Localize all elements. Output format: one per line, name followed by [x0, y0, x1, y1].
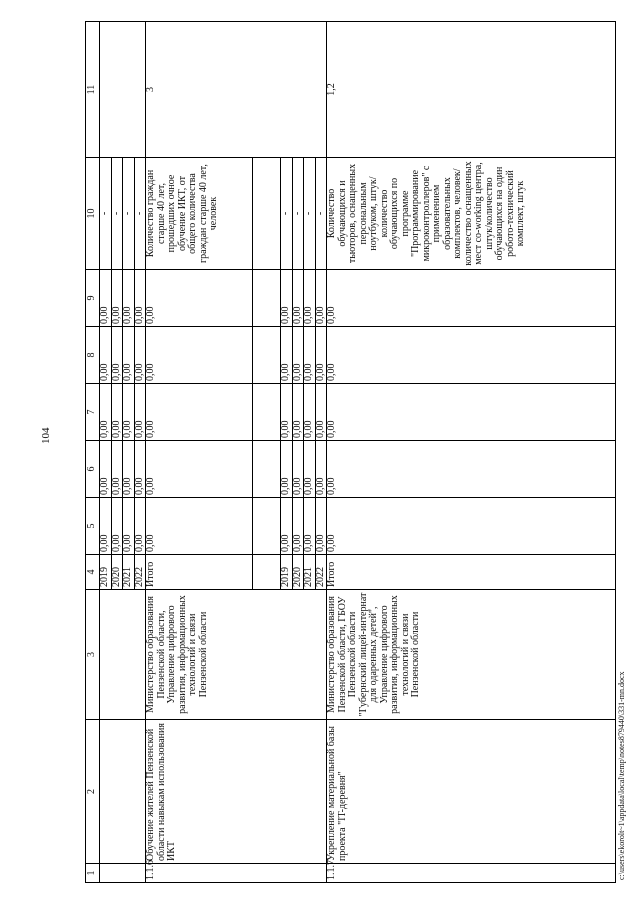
indicator-cell: - — [315, 158, 327, 270]
row-number: 1.1.6 — [146, 864, 327, 883]
value-cell: 0,00 — [292, 270, 304, 327]
value-cell: 0,00 — [146, 384, 253, 441]
value-cell: 0,00 — [134, 498, 146, 555]
value-cell: 0,00 — [146, 498, 253, 555]
value-cell: 0,00 — [327, 498, 616, 555]
year-cell: 2021 — [123, 555, 135, 590]
header-cell: 7 — [86, 384, 100, 441]
table-row-1-1-7 — [327, 22, 616, 883]
year-cell: 2022 — [134, 555, 146, 590]
year-cell: 2019 — [100, 555, 112, 590]
value-cell: 0,00 — [281, 327, 293, 384]
value-cell: 0,00 — [123, 270, 135, 327]
value-cell: 0,00 — [304, 384, 316, 441]
value-cell: 0,00 — [134, 441, 146, 498]
value-cell: 0,00 — [100, 498, 112, 555]
value-cell: 0,00 — [111, 498, 123, 555]
total-label: Итого — [327, 555, 616, 590]
value-cell: 0,00 — [304, 498, 316, 555]
value-cell: 0,00 — [315, 498, 327, 555]
value-cell: 0,00 — [134, 327, 146, 384]
executor: Министерство образования Пензенской области, Управление цифрового развития, информационных технологий и связи Пензенской области — [146, 590, 327, 720]
header-cell: 5 — [86, 498, 100, 555]
value-cell: 0,00 — [134, 270, 146, 327]
value-cell: 0,00 — [315, 270, 327, 327]
value-cell: 0,00 — [304, 270, 316, 327]
value-cell: 0,00 — [111, 327, 123, 384]
indicator-cell: - — [111, 158, 123, 270]
program-table — [85, 21, 616, 883]
rotated-table-container — [85, 22, 616, 883]
value-cell: 0,00 — [304, 327, 316, 384]
year-cell: 2021 — [304, 555, 316, 590]
value-cell: 0,00 — [111, 270, 123, 327]
value-cell: 0,00 — [281, 441, 293, 498]
value-cell: 0,00 — [146, 270, 253, 327]
value-cell: 0,00 — [281, 384, 293, 441]
header-cell: 10 — [86, 158, 100, 270]
table-row — [100, 22, 112, 883]
table-row-1-1-6 — [146, 22, 253, 883]
value-cell: 0,00 — [111, 441, 123, 498]
value-cell: 0,00 — [315, 327, 327, 384]
value-cell: 0,00 — [146, 327, 253, 384]
header-cell: 9 — [86, 270, 100, 327]
indicator-cell: - — [304, 158, 316, 270]
footer-file-path: c:\users\ekorolt~1\appdata\local\temp\notes879440\331-mn.docx — [617, 671, 626, 880]
indicator-cell: - — [292, 158, 304, 270]
value-cell: 0,00 — [304, 441, 316, 498]
value-cell: 0,00 — [100, 270, 112, 327]
value-cell: 0,00 — [281, 498, 293, 555]
value-cell: 0,00 — [327, 441, 616, 498]
indicator-cell: - — [281, 158, 293, 270]
value-cell: 0,00 — [292, 441, 304, 498]
year-cell: 2019 — [281, 555, 293, 590]
measure-name: Укрепление материальной базы проекта "IT-деревня" — [327, 720, 616, 864]
value-cell: 0,00 — [111, 384, 123, 441]
header-cell: 2 — [86, 720, 100, 864]
indicator-text: Количество обучающихся и тьюторов, оснащенных персональным ноутбуком, штук/количество обучающихся по программе "Программирование микроконтроллеров" с применением образовательных комплектов, человек/количество оснащенных мест co-working центра, штук/количество обучающихся на один робото-технический комплект, штук — [327, 158, 616, 270]
indicator-value: 1,2 — [327, 22, 616, 158]
value-cell: 0,00 — [327, 327, 616, 384]
value-cell: 0,00 — [281, 270, 293, 327]
value-cell: 0,00 — [100, 441, 112, 498]
value-cell: 0,00 — [292, 327, 304, 384]
executor: Министерство образования Пензенской области, ГБОУ Пензенской области "Губернский лицей-интернат для одаренных детей", Управление цифрового развития, информационных технологий и связи Пензенской области — [327, 590, 616, 720]
value-cell: 0,00 — [315, 441, 327, 498]
year-cell: 2020 — [111, 555, 123, 590]
value-cell: 0,00 — [123, 384, 135, 441]
year-cell: 2020 — [292, 555, 304, 590]
value-cell: 0,00 — [327, 384, 616, 441]
row-number: 1.1.7 — [327, 864, 616, 883]
total-label: Итого — [146, 555, 253, 590]
indicator-cell: - — [123, 158, 135, 270]
value-cell: 0,00 — [292, 498, 304, 555]
header-cell: 6 — [86, 441, 100, 498]
measure-name: Обучение жителей Пензенской области навыкам использования ИКТ — [146, 720, 327, 864]
value-cell: 0,00 — [134, 384, 146, 441]
page-number: 104 — [40, 427, 52, 444]
value-cell: 0,00 — [123, 327, 135, 384]
header-cell: 3 — [86, 590, 100, 720]
indicator-value: 3 — [146, 22, 327, 158]
value-cell: 0,00 — [123, 498, 135, 555]
value-cell: 0,00 — [327, 270, 616, 327]
value-cell: 0,00 — [100, 327, 112, 384]
value-cell: 0,00 — [146, 441, 253, 498]
header-row — [86, 22, 100, 883]
indicator-text: Количество граждан старше 40 лет, прошедших очное обучение ИКТ, от общего количества граждан старше 40 лет, человек — [146, 158, 253, 270]
indicator-cell: - — [134, 158, 146, 270]
value-cell: 0,00 — [123, 441, 135, 498]
header-cell: 4 — [86, 555, 100, 590]
value-cell: 0,00 — [315, 384, 327, 441]
header-cell: 1 — [86, 864, 100, 883]
indicator-cell: - — [100, 158, 112, 270]
value-cell: 0,00 — [292, 384, 304, 441]
header-cell: 8 — [86, 327, 100, 384]
value-cell: 0,00 — [100, 384, 112, 441]
year-cell: 2022 — [315, 555, 327, 590]
header-cell: 11 — [86, 22, 100, 158]
